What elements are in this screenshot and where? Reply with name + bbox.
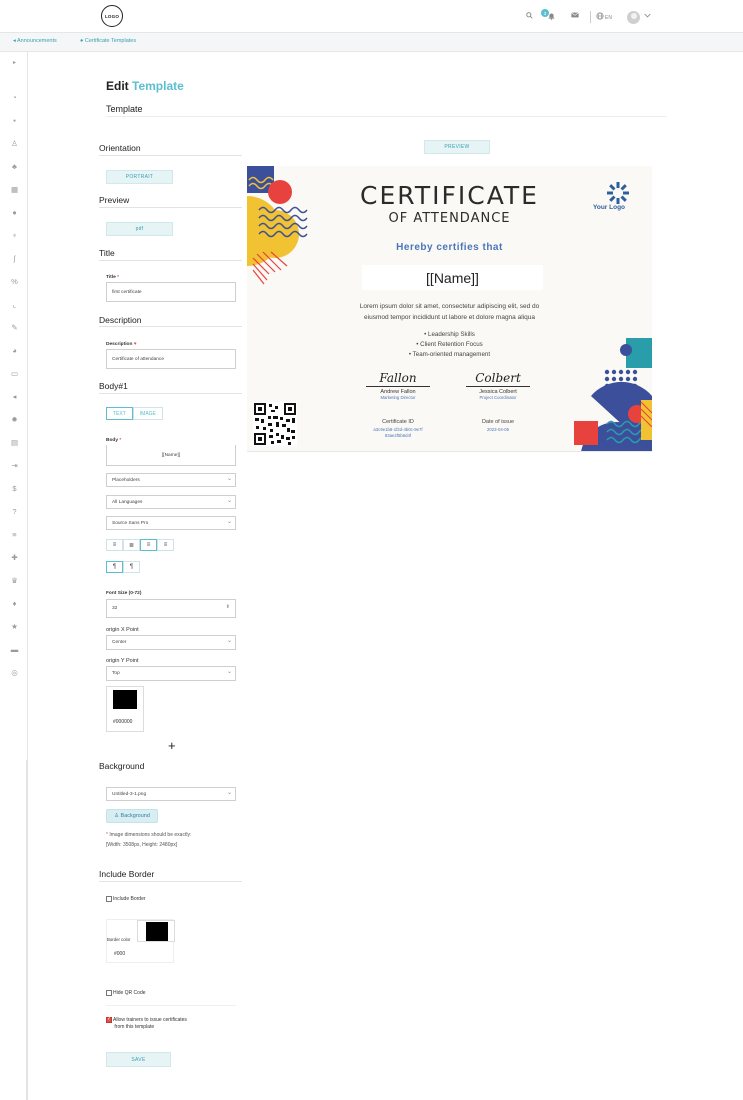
certificate-name-placeholder: [[Name]] <box>362 265 543 290</box>
checkbox-checked[interactable] <box>106 1017 112 1023</box>
chevron-down-icon[interactable] <box>644 12 651 20</box>
money-icon[interactable]: $ <box>12 484 17 493</box>
certificate-bullet: • Team-oriented management <box>408 351 491 358</box>
page-subtitle: Template <box>106 104 143 114</box>
certificate-preview <box>247 166 652 452</box>
origin-x-label: origin X Point <box>106 627 139 633</box>
title-input[interactable]: first certificate <box>106 282 236 302</box>
rtl-icon[interactable]: ¶ <box>123 561 140 573</box>
percent-icon[interactable]: % <box>11 277 18 286</box>
background-note: * Image dimensions should be exactly: <box>106 832 192 838</box>
divider <box>99 326 242 327</box>
mail-icon[interactable] <box>571 12 579 20</box>
tab-text[interactable]: TEXT <box>106 407 133 420</box>
bell-icon[interactable] <box>548 12 555 22</box>
description-label: Description ♥ <box>106 342 137 347</box>
pencil-icon[interactable]: ✎ <box>11 323 18 332</box>
align-left-icon[interactable]: ≡ <box>106 539 123 551</box>
search-icon[interactable] <box>526 12 533 21</box>
user-icon[interactable]: ♙ <box>11 139 18 148</box>
text-align-group <box>106 539 174 551</box>
group-icon[interactable]: ♛ <box>11 576 18 585</box>
body-label: Body * <box>106 438 122 443</box>
certificate-id-value: a3c9e1b8-1f2d-4b0c-9e7f <box>373 427 423 432</box>
dashboard-icon[interactable]: ◔ <box>12 93 17 102</box>
certificate-bullet: • Client Retention Focus <box>416 341 483 348</box>
border-swatch-frame <box>137 920 175 942</box>
your-logo-text: Your Logo <box>593 204 626 211</box>
certificate-body-line: eiusmod tempor incididunt ut labore et dolore magna aliqua <box>364 314 535 321</box>
signature-1-name: Andrew Fallon <box>380 389 416 395</box>
color-value: #000000 <box>113 719 133 725</box>
breadcrumb-certificate-templates[interactable]: ● Certificate Templates <box>80 38 137 44</box>
location-icon[interactable]: ♦ <box>12 599 17 608</box>
border-color-picker[interactable] <box>106 919 174 963</box>
person-icon[interactable]: ● <box>12 208 17 217</box>
expand-icon[interactable]: ▸ <box>12 60 16 66</box>
border-color-label: Border color <box>107 937 131 942</box>
certificate-icon: ● <box>80 38 85 44</box>
languages-select[interactable]: All Languages ⌄ <box>106 495 236 509</box>
description-input[interactable]: Certificate of attendance <box>106 349 236 369</box>
puzzle-icon[interactable]: ✚ <box>11 553 18 562</box>
certificate-subtitle: OF ATTENDANCE <box>388 211 511 226</box>
sidebar <box>0 52 28 1100</box>
chart-icon[interactable]: ⌞ <box>12 300 17 309</box>
align-justify-icon[interactable]: ≡ <box>140 539 157 551</box>
save-button[interactable]: SAVE <box>106 1052 171 1067</box>
origin-x-select[interactable]: Center ⌄ <box>106 635 236 650</box>
include-border-checkbox[interactable]: Include Border <box>106 896 146 902</box>
preview-button[interactable]: PREVIEW <box>424 140 490 154</box>
certificate-id-value: 83ae2f5b6d4f <box>384 433 412 438</box>
signature-1-script: Fallon <box>379 371 417 385</box>
list-icon[interactable]: ≡ <box>12 530 17 539</box>
date-block <box>453 419 543 433</box>
logo[interactable]: LOGO <box>101 5 123 27</box>
book-icon[interactable]: ▪ <box>13 116 16 125</box>
globe-icon[interactable] <box>596 12 604 22</box>
users-icon[interactable]: ♣ <box>12 162 17 171</box>
signature-line <box>366 386 430 387</box>
signature-2-role: Project Coordinator <box>479 395 517 400</box>
placeholders-select[interactable]: Placeholders ⌄ <box>106 473 236 487</box>
grid-icon[interactable]: ▦ <box>10 185 19 194</box>
top-bar <box>0 0 743 33</box>
signature-1-role: Marketing Director <box>380 395 416 400</box>
user-avatar[interactable] <box>627 11 640 24</box>
certificate-body-line: Lorem ipsum dolor sit amet, consectetur adipiscing elit, sed do <box>359 303 540 310</box>
notification-badge: 3 <box>541 9 549 17</box>
font-size-input[interactable]: 32 ⬍ <box>106 599 236 618</box>
signature-2-name: Jessica Colbert <box>479 389 517 395</box>
date-value: 2023-04-05 <box>487 427 509 432</box>
login-icon[interactable]: ⇥ <box>11 461 18 470</box>
megaphone-icon[interactable]: ◂ <box>12 392 17 401</box>
gear-icon[interactable]: ✹ <box>11 415 18 424</box>
certificate-title: CERTIFICATE <box>360 181 539 210</box>
text-direction-group <box>106 561 140 573</box>
align-center-icon[interactable]: ≣ <box>123 539 140 551</box>
stepper-icon[interactable]: ⬍ <box>225 604 230 610</box>
card-icon[interactable]: ▬ <box>10 645 19 654</box>
divider <box>106 1005 236 1006</box>
certificate-id-block <box>353 419 443 439</box>
border-color-swatch[interactable] <box>146 922 168 941</box>
ltr-icon[interactable]: ¶ <box>106 561 123 573</box>
origin-y-label: origin Y Point <box>106 658 139 664</box>
allow-trainers-checkbox[interactable]: ✓ Allow trainers to issue certificates from this template <box>106 1017 187 1031</box>
background-heading: Background <box>99 761 145 771</box>
font-size-label: Font Size (0-72) <box>106 591 142 596</box>
hide-qr-checkbox[interactable]: Hide QR Code <box>106 990 146 996</box>
user-icon: ♙ <box>114 813 121 819</box>
support-icon[interactable]: ◎ <box>11 668 18 677</box>
signature-2-script: Colbert <box>475 371 521 385</box>
body-heading: Body#1 <box>99 381 128 391</box>
signature-line <box>466 386 530 387</box>
title-label: Title * <box>106 275 119 280</box>
dollar-icon[interactable]: ʃ <box>13 254 16 263</box>
divider <box>99 260 242 261</box>
page-title <box>106 79 184 93</box>
divider <box>99 393 242 394</box>
color-picker[interactable] <box>106 686 144 732</box>
megaphone-icon: ◂ <box>13 38 17 44</box>
border-color-value: #000 <box>114 951 126 957</box>
star-icon[interactable]: ★ <box>11 622 18 631</box>
language-label[interactable]: EN <box>605 15 612 21</box>
border-heading: Include Border <box>99 869 155 879</box>
divider <box>99 881 242 882</box>
hierarchy-icon[interactable]: ♆ <box>11 231 18 240</box>
certificate-hereby: Hereby certifies that <box>396 242 503 253</box>
color-swatch[interactable] <box>113 690 137 709</box>
breadcrumb <box>0 33 743 52</box>
palette-icon[interactable]: ◕ <box>12 346 17 355</box>
signature-block-2 <box>458 371 538 400</box>
divider <box>99 207 242 208</box>
description-heading: Description <box>99 315 142 325</box>
signature-block-1 <box>358 371 438 400</box>
title-prefix: Edit <box>106 79 129 93</box>
help-icon[interactable]: ? <box>12 507 17 516</box>
tab-image[interactable]: IMAGE <box>133 407 163 420</box>
add-body-icon[interactable]: + <box>168 738 176 753</box>
divider <box>26 760 27 1100</box>
checkbox[interactable] <box>106 896 112 902</box>
body-input[interactable]: [[Name]] <box>106 445 236 466</box>
background-upload-button[interactable]: ♙ Background <box>106 809 158 823</box>
preview-format-button[interactable]: pdf <box>106 222 173 236</box>
font-select[interactable]: Source Sans Pro ⌄ <box>106 516 236 530</box>
divider <box>106 116 666 117</box>
divider <box>99 155 242 156</box>
background-file-select[interactable]: Untitled-3-1.png ⌄ <box>106 787 236 801</box>
align-right-icon[interactable]: ≡ <box>157 539 174 551</box>
title-accent: Template <box>132 79 184 93</box>
body-type-tabs <box>106 407 163 420</box>
certificate-id-heading: Certificate ID <box>382 419 414 425</box>
date-heading: Date of issue <box>481 419 515 425</box>
qr-code-icon <box>253 402 297 446</box>
decorative-shapes-right <box>569 336 652 452</box>
orientation-heading: Orientation <box>99 143 141 153</box>
id-card-icon[interactable]: ▭ <box>10 369 19 378</box>
breadcrumb-announcements[interactable]: ◂ Announcements <box>13 38 57 44</box>
preview-heading: Preview <box>99 195 130 205</box>
certificate-bullet: • Leadership Skills <box>424 331 475 338</box>
checkbox[interactable] <box>106 990 112 996</box>
background-dimensions: [Width: 3508px, Height: 2480px] <box>106 842 178 848</box>
file-icon[interactable]: ▤ <box>10 438 19 447</box>
divider <box>590 11 591 23</box>
orientation-portrait-button[interactable]: PORTRAIT <box>106 170 173 184</box>
title-heading: Title <box>99 248 115 258</box>
origin-y-select[interactable]: Top ⌄ <box>106 666 236 681</box>
